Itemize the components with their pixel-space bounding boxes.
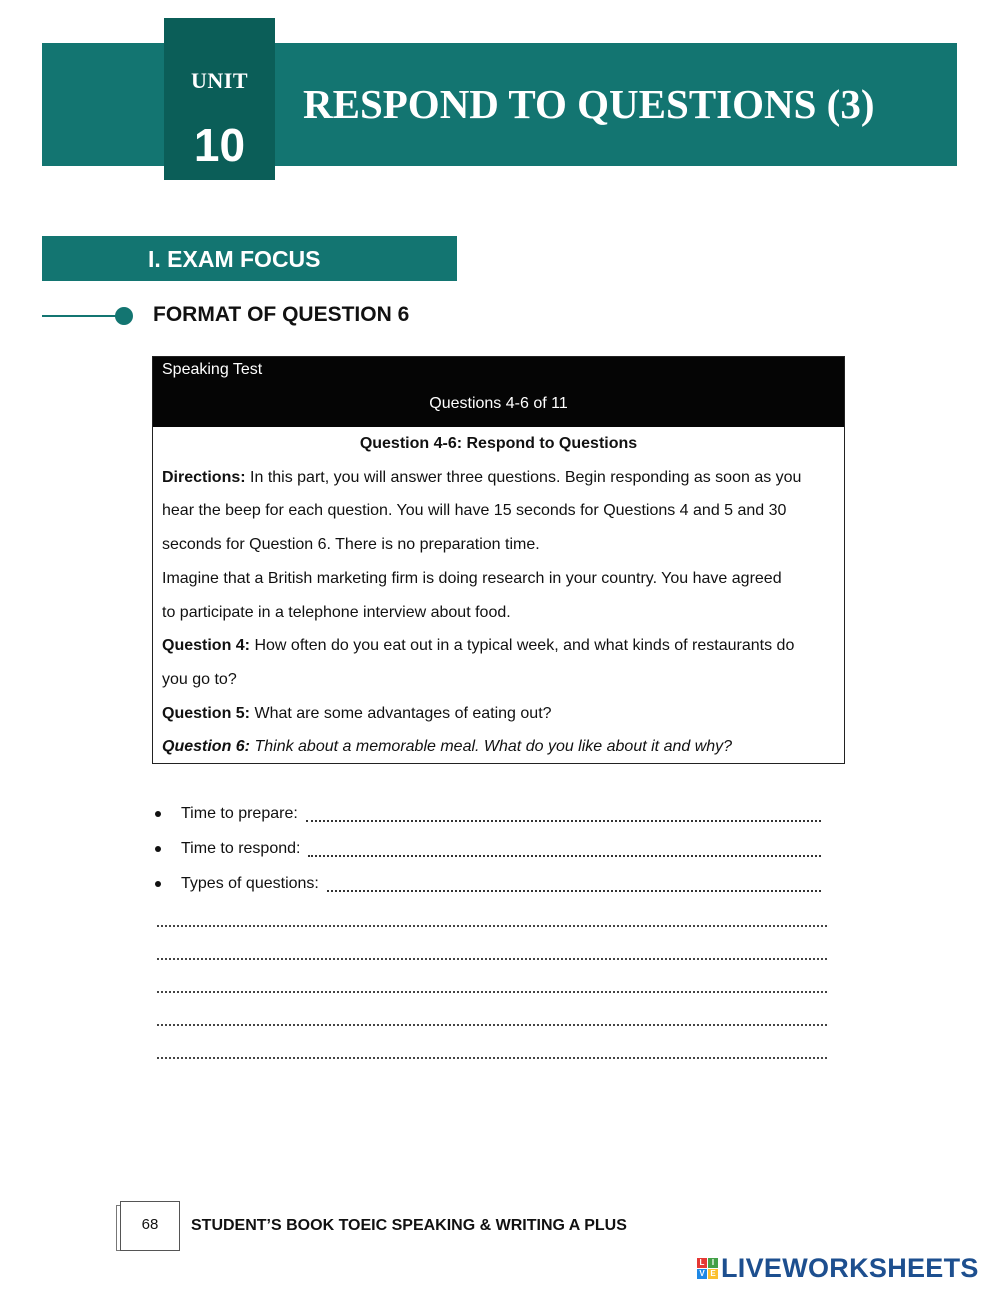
question-6-label: Question 6: [162,738,251,756]
list-item [153,796,833,831]
bullet-label-types: Types of questions: [181,874,319,892]
context-line-2: to participate in a telephone interview about food. [162,603,511,621]
directions-label: Directions: [162,468,246,486]
answer-field-types[interactable] [327,890,821,892]
answer-field-prepare[interactable] [306,820,821,822]
format-bullets [153,796,833,901]
question-4-line-1 [162,629,835,663]
subheading-line [42,315,120,317]
unit-label: UNIT [190,68,248,93]
test-header-left: Speaking Test [162,361,263,378]
section-title: I. EXAM FOCUS [148,246,321,272]
bullet-label-prepare: Time to prepare: [181,804,298,822]
question-5 [162,697,835,731]
directions-line-1 [162,461,835,495]
page-number: 68 [141,1216,159,1233]
context-line-1: Imagine that a British marketing firm is doing research in your country. You have agreed [162,569,782,587]
question-title: Question 4-6: Respond to Questions [359,435,638,452]
bullet-icon [155,811,161,817]
answer-line[interactable] [157,1024,827,1057]
question-4-label: Question 4: [162,637,251,655]
answer-line[interactable] [157,958,827,991]
liveworksheets-brand [697,1253,979,1284]
unit-number: 10 [193,119,246,171]
question-5-text: What are some advantages of eating out? [250,704,552,722]
test-box-body [162,427,835,764]
answer-lines [157,925,827,1090]
answer-line[interactable] [157,1057,827,1090]
bullet-icon [155,846,161,852]
answer-line[interactable] [157,925,827,958]
answer-line[interactable] [157,991,827,1024]
question-4-line-2: you go to? [162,670,237,688]
list-item [153,831,833,866]
liveworksheets-text: LIVEWORKSHEETS [721,1253,979,1283]
subheading-title: FORMAT OF QUESTION 6 [153,303,410,326]
book-title: STUDENT’S BOOK TOEIC SPEAKING & WRITING A PLUS [191,1217,627,1234]
question-6-text: Think about a memorable meal. What do you like about it and why? [250,738,733,756]
speaking-test-box [152,356,845,764]
question-4-text-1: How often do you eat out in a typical week, and what kinds of restaurants do [250,637,795,655]
directions-text-1: In this part, you will answer three questions. Begin responding as soon as you [245,468,802,486]
bullet-icon [155,881,161,887]
bullet-label-respond: Time to respond: [181,839,301,857]
unit-badge [164,18,275,180]
directions-line-3: seconds for Question 6. There is no preparation time. [162,536,540,554]
question-6 [162,730,835,764]
subheading-dot-icon [115,307,133,325]
test-header-center: Questions 4-6 of 11 [429,395,568,412]
directions-line-2: hear the beep for each question. You will have 15 seconds for Questions 4 and 5 and 30 [162,502,787,520]
page-title: RESPOND TO QUESTIONS (3) [303,81,875,127]
answer-field-respond[interactable] [308,855,821,857]
test-box-header [153,357,844,427]
liveworksheets-logo-icon: L I V E [697,1258,718,1279]
page-number-box [120,1201,180,1251]
question-5-label: Question 5: [162,704,251,722]
section-bar [42,236,457,281]
list-item [153,866,833,901]
